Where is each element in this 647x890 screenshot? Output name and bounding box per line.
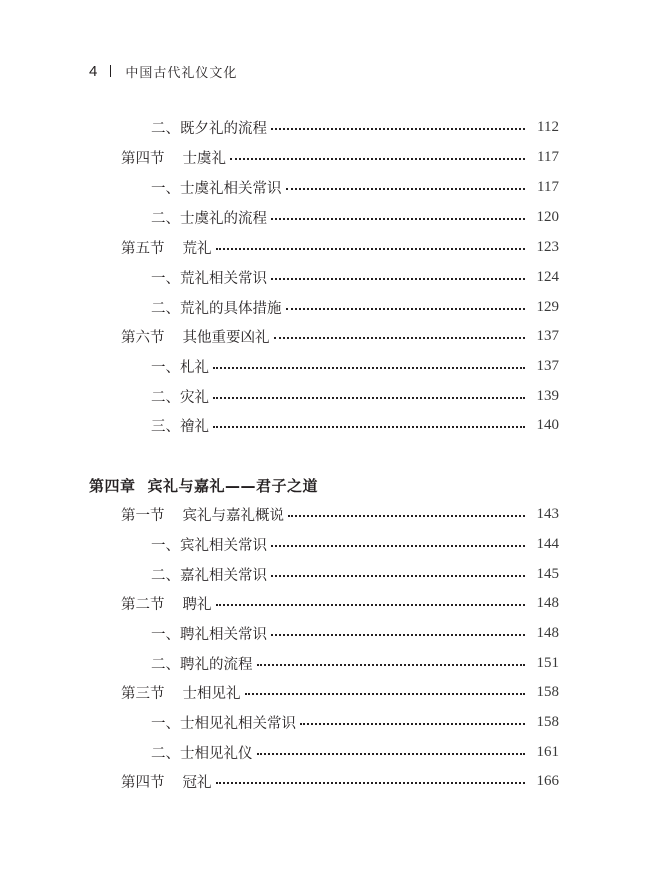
toc-item[interactable] xyxy=(151,355,559,377)
dot-leader xyxy=(230,156,525,160)
dot-leader xyxy=(245,691,526,695)
dot-leader xyxy=(257,751,526,755)
toc-item-label: 二、荒礼的具体措施 xyxy=(151,300,282,317)
section-title: 士虞礼 xyxy=(182,150,226,167)
toc-section[interactable] xyxy=(121,592,559,614)
toc-page-number: 124 xyxy=(536,268,559,285)
running-head xyxy=(89,60,237,82)
toc-section-label xyxy=(121,237,212,258)
section-title: 荒礼 xyxy=(182,240,212,257)
dot-leader xyxy=(216,780,526,784)
dot-leader xyxy=(271,276,525,280)
toc-page-number: 143 xyxy=(536,505,559,522)
toc-item-label: 一、札礼 xyxy=(151,359,209,376)
toc-item-label: 二、聘礼的流程 xyxy=(151,656,253,673)
toc-page-number: 158 xyxy=(536,713,559,730)
toc-page-number: 158 xyxy=(536,683,559,700)
section-title: 聘礼 xyxy=(182,596,212,613)
toc-page-number: 120 xyxy=(536,208,559,225)
section-number: 第二节 xyxy=(121,596,165,613)
toc-page-number: 137 xyxy=(536,357,559,374)
dot-leader xyxy=(213,365,525,369)
section-title: 士相见礼 xyxy=(182,685,241,702)
toc-page-number: 166 xyxy=(536,772,559,789)
dot-leader xyxy=(257,662,526,666)
dot-leader xyxy=(286,306,526,310)
toc-page-number: 144 xyxy=(536,535,559,552)
toc-section[interactable] xyxy=(121,503,559,525)
dot-leader xyxy=(216,602,526,606)
toc-item-label: 一、聘礼相关常识 xyxy=(151,626,267,643)
toc-page-number: 151 xyxy=(536,654,559,671)
page-number: 4 xyxy=(89,62,99,80)
dot-leader xyxy=(271,126,525,130)
section-number: 第六节 xyxy=(121,329,165,346)
toc-page-number: 137 xyxy=(536,327,559,344)
toc-item[interactable] xyxy=(151,414,559,436)
toc-section[interactable] xyxy=(121,236,559,258)
toc-item-label: 二、嘉礼相关常识 xyxy=(151,567,267,584)
dot-leader xyxy=(288,513,525,517)
dot-leader xyxy=(271,573,525,577)
toc-item-label: 一、荒礼相关常识 xyxy=(151,270,267,287)
toc-section-label xyxy=(121,682,241,703)
toc-page-number: 145 xyxy=(536,565,559,582)
toc-item[interactable] xyxy=(151,741,559,763)
toc-item[interactable] xyxy=(151,206,559,228)
toc-chapter[interactable] xyxy=(89,474,559,496)
section-title: 宾礼与嘉礼概说 xyxy=(182,507,284,524)
toc-item-label: 二、既夕礼的流程 xyxy=(151,120,267,137)
dot-leader xyxy=(300,721,525,725)
dot-leader xyxy=(216,246,526,250)
toc-item[interactable] xyxy=(151,533,559,555)
dot-leader xyxy=(271,632,525,636)
toc-item-label: 一、宾礼相关常识 xyxy=(151,537,267,554)
toc-item[interactable] xyxy=(151,176,559,198)
toc-item[interactable] xyxy=(151,296,559,318)
dot-leader xyxy=(271,216,525,220)
toc-item[interactable] xyxy=(151,711,559,733)
section-number: 第四节 xyxy=(121,150,165,167)
toc-item[interactable] xyxy=(151,563,559,585)
toc-item[interactable] xyxy=(151,116,559,138)
dot-leader xyxy=(274,335,526,339)
dot-leader xyxy=(286,186,526,190)
section-number: 第一节 xyxy=(121,507,165,524)
toc-item-label: 二、士相见礼仪 xyxy=(151,745,253,762)
toc-page-number: 148 xyxy=(536,594,559,611)
toc-item[interactable] xyxy=(151,385,559,407)
section-number: 第三节 xyxy=(121,685,165,702)
toc-section[interactable] xyxy=(121,325,559,347)
toc-section[interactable] xyxy=(121,770,559,792)
chapter-number: 第四章 xyxy=(89,476,136,495)
toc-chapter-label xyxy=(89,475,318,496)
chapter-title: 宾礼与嘉礼——君子之道 xyxy=(147,476,319,495)
toc-item-label: 二、灾礼 xyxy=(151,389,209,406)
dot-leader xyxy=(213,395,525,399)
toc-section-label xyxy=(121,593,212,614)
toc-item[interactable] xyxy=(151,266,559,288)
toc-section-label xyxy=(121,771,212,792)
section-number: 第五节 xyxy=(121,240,165,257)
toc-page-number: 112 xyxy=(537,118,559,135)
toc-item[interactable] xyxy=(151,622,559,644)
head-divider xyxy=(110,65,111,77)
toc-page-number: 161 xyxy=(536,743,559,760)
dot-leader xyxy=(271,543,525,547)
dot-leader xyxy=(213,424,525,428)
toc-item-label: 二、士虞礼的流程 xyxy=(151,210,267,227)
toc-page-number: 139 xyxy=(536,387,559,404)
section-title: 其他重要凶礼 xyxy=(182,329,270,346)
toc-item[interactable] xyxy=(151,652,559,674)
section-number: 第四节 xyxy=(121,774,165,791)
toc-section[interactable] xyxy=(121,146,559,168)
toc-section-label xyxy=(121,504,284,525)
toc-section-label xyxy=(121,147,226,168)
toc-page-number: 123 xyxy=(536,238,559,255)
toc-page-number: 140 xyxy=(536,416,559,433)
toc-page-number: 129 xyxy=(536,298,559,315)
toc-page-number: 148 xyxy=(536,624,559,641)
toc-section[interactable] xyxy=(121,681,559,703)
toc-item-label: 一、士虞礼相关常识 xyxy=(151,180,282,197)
section-title: 冠礼 xyxy=(182,774,212,791)
toc-item-label: 一、士相见礼相关常识 xyxy=(151,715,296,732)
toc-page-number: 117 xyxy=(537,148,559,165)
book-title: 中国古代礼仪文化 xyxy=(125,65,238,81)
toc-item-label: 三、禬礼 xyxy=(151,418,209,435)
toc-section-label xyxy=(121,326,270,347)
toc-page-number: 117 xyxy=(537,178,559,195)
